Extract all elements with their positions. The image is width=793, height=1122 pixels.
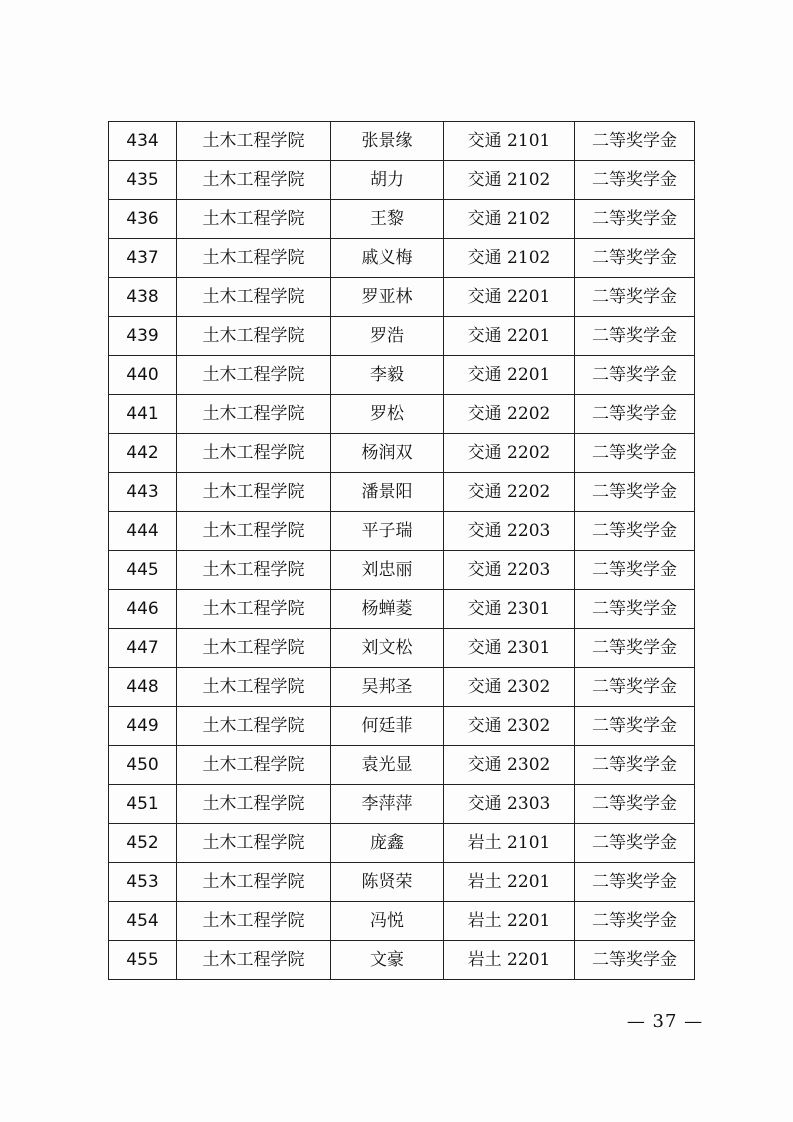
college-cell: 土木工程学院 (177, 629, 331, 668)
class-cell: 交通 2301 (444, 590, 575, 629)
college-cell: 土木工程学院 (177, 902, 331, 941)
row-number-cell: 455 (109, 941, 177, 980)
table-row (109, 551, 695, 590)
class-cell: 交通 2203 (444, 551, 575, 590)
table-row (109, 941, 695, 980)
table-body (109, 122, 695, 980)
row-number-cell: 442 (109, 434, 177, 473)
row-number-cell: 439 (109, 317, 177, 356)
student-name-cell: 李毅 (331, 356, 444, 395)
student-name-cell: 文豪 (331, 941, 444, 980)
row-number-cell: 450 (109, 746, 177, 785)
row-number-cell: 436 (109, 200, 177, 239)
class-cell: 交通 2201 (444, 278, 575, 317)
college-cell: 土木工程学院 (177, 161, 331, 200)
award-cell: 二等奖学金 (575, 551, 695, 590)
award-cell: 二等奖学金 (575, 824, 695, 863)
award-cell: 二等奖学金 (575, 239, 695, 278)
award-cell: 二等奖学金 (575, 434, 695, 473)
row-number-cell: 453 (109, 863, 177, 902)
college-cell: 土木工程学院 (177, 278, 331, 317)
row-number-cell: 452 (109, 824, 177, 863)
row-number-cell: 437 (109, 239, 177, 278)
class-cell: 交通 2302 (444, 746, 575, 785)
award-cell: 二等奖学金 (575, 707, 695, 746)
college-cell: 土木工程学院 (177, 590, 331, 629)
student-name-cell: 罗浩 (331, 317, 444, 356)
student-name-cell: 吴邦圣 (331, 668, 444, 707)
row-number-cell: 445 (109, 551, 177, 590)
student-name-cell: 冯悦 (331, 902, 444, 941)
award-cell: 二等奖学金 (575, 356, 695, 395)
row-number-cell: 454 (109, 902, 177, 941)
class-cell: 交通 2102 (444, 161, 575, 200)
row-number-cell: 443 (109, 473, 177, 512)
award-cell: 二等奖学金 (575, 200, 695, 239)
class-cell: 岩土 2201 (444, 863, 575, 902)
class-cell: 交通 2202 (444, 395, 575, 434)
college-cell: 土木工程学院 (177, 863, 331, 902)
class-cell: 交通 2102 (444, 200, 575, 239)
table-row (109, 395, 695, 434)
row-number-cell: 435 (109, 161, 177, 200)
award-cell: 二等奖学金 (575, 512, 695, 551)
table-row (109, 239, 695, 278)
student-name-cell: 袁光显 (331, 746, 444, 785)
table-row (109, 668, 695, 707)
student-name-cell: 胡力 (331, 161, 444, 200)
table-row (109, 473, 695, 512)
award-cell: 二等奖学金 (575, 122, 695, 161)
table-row (109, 122, 695, 161)
student-name-cell: 刘忠丽 (331, 551, 444, 590)
award-cell: 二等奖学金 (575, 941, 695, 980)
award-cell: 二等奖学金 (575, 395, 695, 434)
row-number-cell: 448 (109, 668, 177, 707)
table-row (109, 317, 695, 356)
table-row (109, 902, 695, 941)
row-number-cell: 446 (109, 590, 177, 629)
row-number-cell: 451 (109, 785, 177, 824)
award-cell: 二等奖学金 (575, 473, 695, 512)
row-number-cell: 438 (109, 278, 177, 317)
table-row (109, 746, 695, 785)
row-number-cell: 441 (109, 395, 177, 434)
student-name-cell: 王黎 (331, 200, 444, 239)
table-row (109, 278, 695, 317)
table-row (109, 512, 695, 551)
table-row (109, 434, 695, 473)
table-row (109, 356, 695, 395)
student-name-cell: 罗亚林 (331, 278, 444, 317)
college-cell: 土木工程学院 (177, 239, 331, 278)
college-cell: 土木工程学院 (177, 551, 331, 590)
class-cell: 交通 2302 (444, 668, 575, 707)
college-cell: 土木工程学院 (177, 395, 331, 434)
college-cell: 土木工程学院 (177, 824, 331, 863)
class-cell: 交通 2303 (444, 785, 575, 824)
student-name-cell: 李萍萍 (331, 785, 444, 824)
college-cell: 土木工程学院 (177, 941, 331, 980)
table-row (109, 707, 695, 746)
student-name-cell: 何廷菲 (331, 707, 444, 746)
table-row (109, 200, 695, 239)
row-number-cell: 444 (109, 512, 177, 551)
college-cell: 土木工程学院 (177, 785, 331, 824)
class-cell: 岩土 2201 (444, 902, 575, 941)
class-cell: 交通 2301 (444, 629, 575, 668)
class-cell: 交通 2201 (444, 317, 575, 356)
college-cell: 土木工程学院 (177, 356, 331, 395)
student-name-cell: 罗松 (331, 395, 444, 434)
student-name-cell: 潘景阳 (331, 473, 444, 512)
award-cell: 二等奖学金 (575, 590, 695, 629)
class-cell: 交通 2201 (444, 356, 575, 395)
award-cell: 二等奖学金 (575, 863, 695, 902)
college-cell: 土木工程学院 (177, 473, 331, 512)
college-cell: 土木工程学院 (177, 707, 331, 746)
row-number-cell: 440 (109, 356, 177, 395)
award-cell: 二等奖学金 (575, 668, 695, 707)
class-cell: 交通 2202 (444, 434, 575, 473)
row-number-cell: 447 (109, 629, 177, 668)
table-row (109, 824, 695, 863)
award-cell: 二等奖学金 (575, 161, 695, 200)
student-name-cell: 刘文松 (331, 629, 444, 668)
class-cell: 交通 2202 (444, 473, 575, 512)
class-cell: 交通 2302 (444, 707, 575, 746)
table-row (109, 785, 695, 824)
class-cell: 交通 2203 (444, 512, 575, 551)
college-cell: 土木工程学院 (177, 512, 331, 551)
student-name-cell: 杨润双 (331, 434, 444, 473)
student-name-cell: 庞鑫 (331, 824, 444, 863)
scholarship-table (108, 121, 695, 980)
college-cell: 土木工程学院 (177, 746, 331, 785)
college-cell: 土木工程学院 (177, 668, 331, 707)
class-cell: 岩土 2201 (444, 941, 575, 980)
row-number-cell: 449 (109, 707, 177, 746)
student-name-cell: 杨蝉菱 (331, 590, 444, 629)
row-number-cell: 434 (109, 122, 177, 161)
student-name-cell: 张景缘 (331, 122, 444, 161)
award-cell: 二等奖学金 (575, 278, 695, 317)
table-row (109, 629, 695, 668)
student-name-cell: 陈贤荣 (331, 863, 444, 902)
college-cell: 土木工程学院 (177, 317, 331, 356)
student-name-cell: 戚义梅 (331, 239, 444, 278)
award-cell: 二等奖学金 (575, 902, 695, 941)
class-cell: 岩土 2101 (444, 824, 575, 863)
college-cell: 土木工程学院 (177, 200, 331, 239)
award-cell: 二等奖学金 (575, 746, 695, 785)
award-cell: 二等奖学金 (575, 785, 695, 824)
college-cell: 土木工程学院 (177, 122, 331, 161)
student-name-cell: 平子瑞 (331, 512, 444, 551)
page-number: — 37 — (626, 1011, 704, 1032)
award-cell: 二等奖学金 (575, 317, 695, 356)
table-row (109, 863, 695, 902)
class-cell: 交通 2101 (444, 122, 575, 161)
award-cell: 二等奖学金 (575, 629, 695, 668)
class-cell: 交通 2102 (444, 239, 575, 278)
table-row (109, 590, 695, 629)
table-row (109, 161, 695, 200)
college-cell: 土木工程学院 (177, 434, 331, 473)
